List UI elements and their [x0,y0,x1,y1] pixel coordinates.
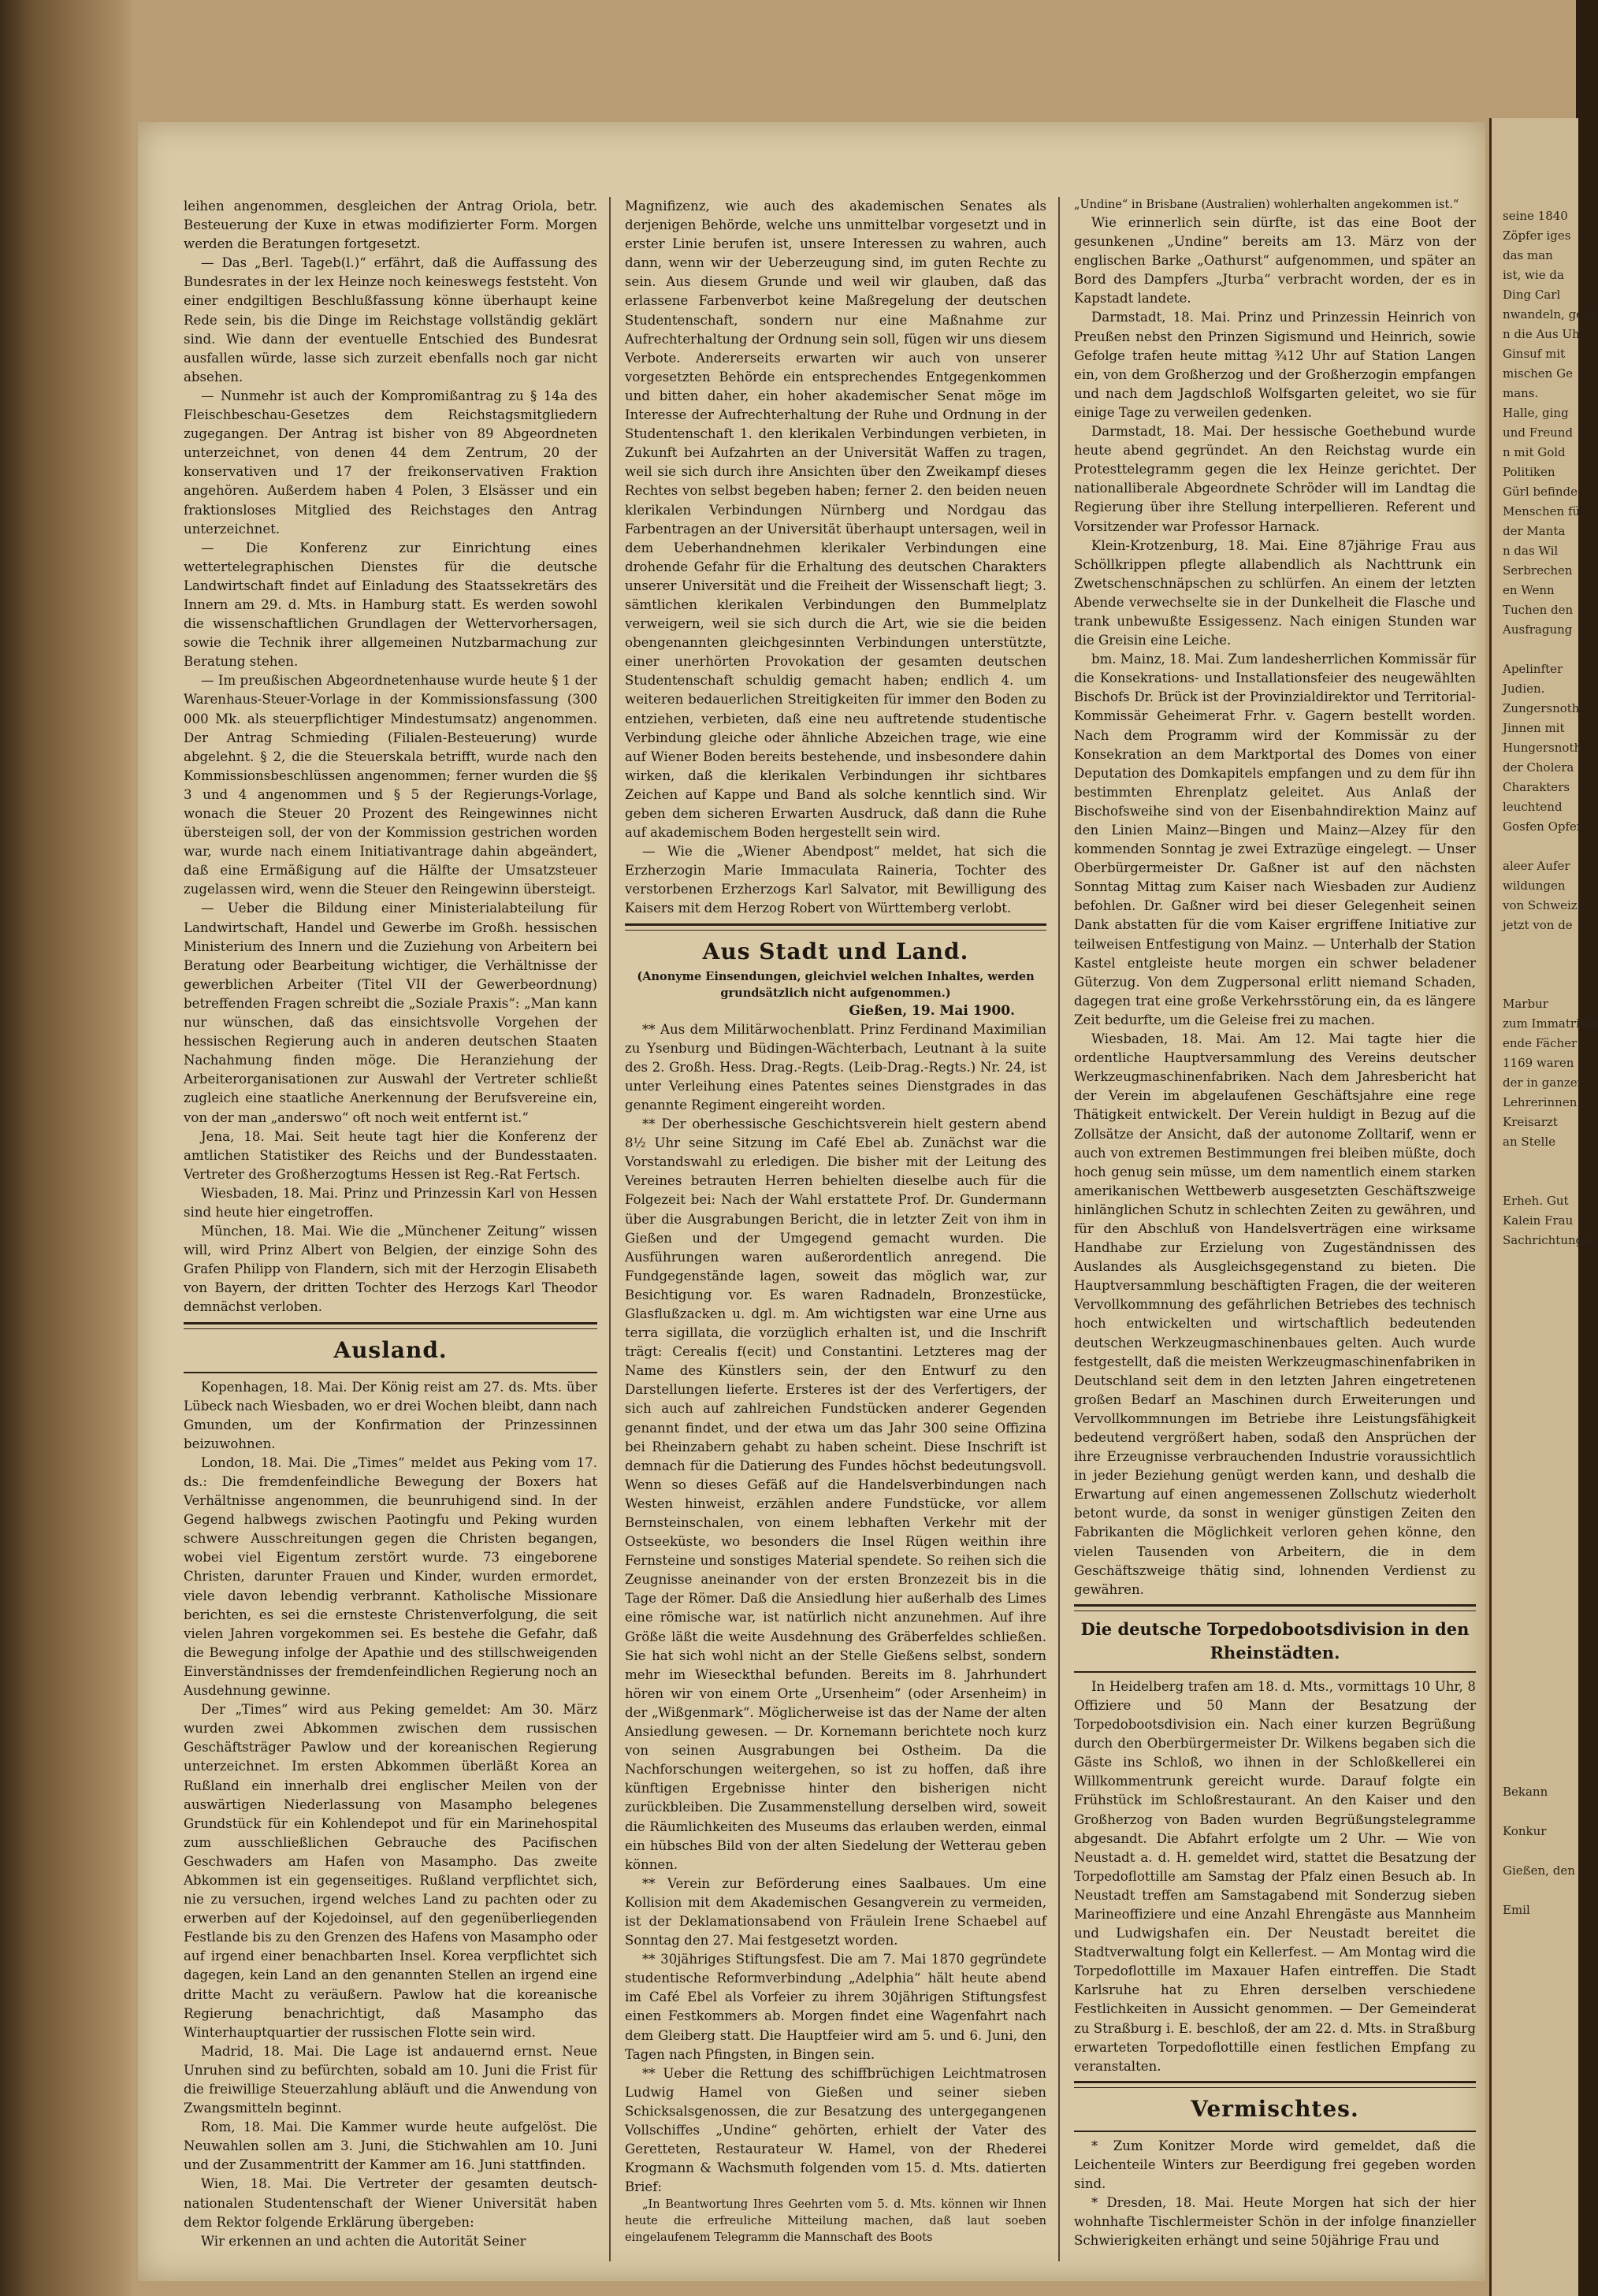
article-text: London, 18. Mai. Die „Times“ meldet aus Peking vom 17. ds.: Die fremdenfeindliche Bewegung der Boxers hat Verhältnisse angenommen, die beunruhigend sind. In der Gegend halbwegs zwischen Paotingfu und Peking wurden schwere Ausschreitungen gegen die Christen begangen, wobei viel Eigentum zerstört wurde. 73 eingeborene Christen, darunter Frauen und Kinder, wurden ermordet, viele davon lebendig verbrannt. Katholische Missionare berichten, es sei die ernsteste Christenverfolgung, die seit vielen Jahren vorgekommen sei. Es bestehe die Gefahr, daß die Bewegung infolge der Apathie und des stillschweigenden Einverständnisses der fremdenfeindlichen Regierung noch an Ausdehnung gewinne. [184,1455,597,1699]
adjacent-page-line: Charakters [1503,780,1570,794]
article-text: Der „Times“ wird aus Peking gemeldet: Am 30. März wurden zwei Abkommen zwischen dem russischen Geschäftsträger Pawlow und der koreanischen Regierung unterzeichnet. Im ersten Abkommen überläßt Korea an Rußland ein innerhalb drei englischer Meilen von der auswärtigen Niederlassung von Masampho belegenes Grundstück für ein Kohlendepot und für ein Marinehospital zum ausschließlichen Gebrauche des Pacifischen Geschwaders am Hafen von Masampho. Das zweite Abkommen ist ein gegenseitiges. Rußland verpflichtet sich, nie zu versuchen, irgend welches Land zu pachten oder zu erwerben auf der Kojedoinsel, auf den gegenüberliegenden Festlande bis zu den Grenzen des Hafens von Masampho oder auf irgend einer benachbarten Insel. Korea verpflichtet sich dagegen, kein Land an den genannten Stellen an irgend eine dritte Macht zu veräußern. Pawlow hat die koreanische Regierung benachrichtigt, daß Masampho das Winterhauptquartier der russischen Flotte sein wird. [184,1702,597,2040]
article-text: — Nunmehr ist auch der Kompromißantrag zu § 14a des Fleischbeschau-Gesetzes dem Reichstagsmitgliedern zugegangen. Der Antrag ist bisher von 89 Abgeordneten unterzeichnet, von denen 44 dem Zentrum, 20 der konservativen und 17 der freikonservativen Fraktion angehören. Außerdem haben 4 Polen, 3 Elsässer und ein fraktionsloses Mitglied des Reichstages den Antrag unterzeichnet. [184,388,597,537]
article-text: — Im preußischen Abgeordnetenhause wurde heute § 1 der Warenhaus-Steuer-Vorlage in der Kommissionsfassung (300 000 Mk. als steuerpflichtiger Mindestumsatz) angenommen. Der Antrag Schmieding (Filialen-Besteuerung) wurde abgelehnt. § 2, die die Steuerskala betrifft, wurde nach den Kommissionsbeschlüssen angenommen; ferner wurden die §§ 3 und 4 angenommen und § 5 der Regierungs-Vorlage, wonach die Steuer 20 Prozent des Reingewinnes nicht übersteigen soll, der von der Kommission gestrichen worden war, wurde nach einem Initiativantrage dahin abgeändert, daß eine Ermäßigung auf die Hälfte der Umsatzsteuer zugelassen wird, wenn die Steuer den Reingewinn übersteigt. [184,673,597,897]
adjacent-page-line: ende Fächer [1503,1036,1578,1050]
adjacent-page-line: en Wenn [1503,583,1555,597]
adjacent-page-line: Kalein Frau [1503,1213,1574,1228]
column-rule [1058,197,1060,2261]
adjacent-page-line: aleer Aufer [1503,859,1570,873]
adjacent-page-line [1503,1270,1578,1290]
article-text: Darmstadt, 18. Mai. Der hessische Goethebund wurde heute abend gegründet. An den Reichstag wurde ein Protesttelegramm gegen die lex Heinze gerichtet. Der nationalliberale Abgeordnete Schröder will im Landtag die Regierung über ihre Stellung interpellieren. Referent und Vorsitzender war Professor Harnack. [1074,424,1476,534]
quoted-letter: „Undine“ in Brisbane (Australien) wohlerhalten angekommen ist.“ [1074,199,1459,211]
adjacent-page-line [1503,1408,1578,1428]
section-heading-ausland: Ausland. [333,1336,448,1363]
adjacent-page-line: Sachrichtunge [1503,1233,1591,1247]
adjacent-page-line: das man [1503,248,1553,262]
adjacent-page-line: und Freund [1503,425,1574,440]
article-text: Wie erinnerlich sein dürfte, ist das eine Boot der gesunkenen „Undine“ bereits am 13. März von der englischen Barke „Oathurst“ aufgenommen, und später an Bord des Dampfers „Jturba“ verbracht worden, der es in Kapstadt landete. [1074,215,1476,307]
adjacent-page-line: Judien. [1503,682,1545,696]
section-rule [1074,2131,1476,2132]
adjacent-page-line [1503,1369,1578,1388]
section-subheading: (Anonyme Einsendungen, gleichviel welchen Inhaltes, werden grundsätzlich nicht aufgenommen.) [637,969,1035,1000]
section-rule [625,923,1046,931]
article-text: * Dresden, 18. Mai. Heute Morgen hat sich der hier wohnhafte Tischlermeister Schön in der infolge finanzieller Schwierigkeiten erhängt und seine 50jährige Frau und [1074,2195,1476,2249]
adjacent-page-line: 1169 waren [1503,1056,1574,1070]
article-text: Wir erkennen an und achten die Autorität Seiner [201,2233,526,2249]
adjacent-page-line [1503,1349,1578,1369]
adjacent-page-line [1503,1644,1578,1664]
adjacent-page-line: n die Aus Uh [1503,327,1580,341]
adjacent-page-line: n mit Gold [1503,445,1566,459]
article-text: leihen angenommen, desgleichen der Antrag Oriola, betr. Besteuerung der Kuxe in etwas modifizierter Form. Morgen werden die Beratungen fortgesetzt. [184,199,597,252]
article-text: — Das „Berl. Tageb(l.)“ erfährt, daß die Auffassung des Bundesrates in der lex Heinze noch keineswegs feststeht. Von einer endgiltigen Beschlußfassung könne überhaupt keine Rede sein, bis die Dinge im Reichstage vollständig geklärt sind. Wie dann der eventuelle Entschied des Bundesrat ausfallen würde, lasse sich zurzeit ebenfalls noch gar nicht absehen. [184,255,597,385]
adjacent-page-line [1503,1625,1578,1644]
adjacent-page-line: Gießen, den [1503,1863,1575,1878]
adjacent-page-line [1503,1566,1578,1585]
adjacent-page-line: Halle, ging [1503,406,1569,420]
dateline: Gießen, 19. Mai 1900. [849,1002,1015,1019]
adjacent-page-line [1503,935,1578,955]
adjacent-page-line [1503,1684,1578,1703]
adjacent-page-line [1503,1388,1578,1408]
adjacent-page-line: wildungen [1503,879,1566,893]
quoted-letter: „In Beantwortung Ihres Geehrten vom 5. d. Mts. können wir Ihnen heute die erfreuliche Mitteilung machen, daß laut soeben eingelaufenem Telegramm die Mannschaft des Boots [625,2198,1046,2245]
adjacent-page-line [1503,1467,1578,1487]
adjacent-page-line [1503,1172,1578,1191]
article-text: Wiesbaden, 18. Mai. Prinz und Prinzessin Karl von Hessen sind heute hier eingetroffen. [184,1185,597,1220]
adjacent-page-line: Konkur [1503,1824,1547,1838]
adjacent-page-line [1503,1447,1578,1467]
adjacent-page-line: Marbur [1503,997,1548,1011]
article-text: ** Verein zur Beförderung eines Saalbaues. Um eine Kollision mit dem Akademischen Gesangverein zu vermeiden, ist der Deklamationsabend von Fräulein Irene Schaebel auf Sonntag den 27. Mai festgesetzt worden. [625,1875,1046,1949]
section-rule [184,1322,597,1329]
adjacent-page-line: Ausfragung [1503,622,1573,637]
adjacent-page-line [1503,1664,1578,1684]
article-text: bm. Mainz, 18. Mai. Zum landesherrlichen Kommissär für die Konsekrations- und Installationsfeier des neugewählten Bischofs Dr. Brück ist der Provinzialdirektor und Territorial-Kommissär Geheimerat Frhr. v. Gagern bestellt worden. Nach dem Programm wird der Kommissär zu der Konsekration an dem Marktportal des Domes von einer Deputation des Domkapitels empfangen und zu dem für ihn bestimmten Ehrenplatz geleitet. Aus Anlaß der Bischofsweihe sind von der Eisenbahndirektion Mainz auf den Linien Mainz—Bingen und Mainz—Alzey für den kommenden Sonntag je zwei Extrazüge eingelegt. — Unser Oberbürgermeister Dr. Gaßner ist auf den nächsten Sonntag Mittag zum Kaiser nach Wiesbaden zur Audienz befohlen. Dr. Gaßner wird bei dieser Gelegenheit seinen Dank abstatten für die vom Kaiser ergriffene Initiative zur teilweisen Entfestigung von Mainz. — Unterhalb der Station Kastel entgleiste heute morgen ein schwer beladener Güterzug. Von dem Zugpersonal erlitt niemand Schaden, dagegen trat eine große Verkehrsstörung ein, da es längere Zeit bedurfte, um die Geleise frei zu machen. [1074,652,1476,1027]
article-text: Wiesbaden, 18. Mai. Am 12. Mai tagte hier die ordentliche Hauptversammlung des Vereins deutscher Werkzeugmaschinenfabriken. Nach dem Jahresbericht hat der Verein im abgelaufenen Geschäftsjahre eine rege Thätigkeit entwickelt. Der Verein huldigt in Bezug auf die Zollsätze der Ansicht, daß der autonome Zolltarif, wenn er auch von extremen Bestimmungen frei bleiben müßte, doch hoch genug sein müsse, um dem namentlich einem starken amerikanischen Wettbewerb ausgesetzten Geschäftszweige hinlänglichen Schutz in schlechten Zeiten zu gewähren, und für den Abschluß von Handelsverträgen eine wirksame Handhabe zur Erzielung von Zugeständnissen des Auslandes als Ausgleichsgegenstand zu bieten. Die Hauptversammlung beschäftigten Fragen, die der weiteren Vervollkommnung des gefährlichen Betriebes des technisch hoch entwickelten und wirtschaftlich bedeutenden deutschen Werkzeugmaschinenbaues gelten. Auch wurde festgestellt, daß die meisten Werkzeugmaschinenfabriken in Deutschland seit dem in den letzten Jahren eingetretenen großen Bedarf an Maschinen durch Erweiterungen und Vervollkommnungen im Betriebe ihre Leistungsfähigkeit bedeutend vergrößert haben, sodaß den Ansprüchen der ihre Erzeugnisse verbrauchenden Industrie voraussichtlich in jeder Beziehung genügt werden kann, und deshalb die Erwartung auf einen angemessenen Zollschutz wiederholt betont wurde, da sonst in weniger günstigen Zeiten den Fabrikanten die Möglichkeit verloren gehen könne, den vielen Tausenden von Arbeitern, die in dem Geschäftszweige thätig sind, lohnenden Verdienst zu gewähren. [1074,1031,1476,1597]
section-heading-stadt-und-land: Aus Stadt und Land. [702,938,969,964]
article-text: Jena, 18. Mai. Seit heute tagt hier die Konferenz der amtlichen Statistiker des Reichs und der Bundesstaaten. Vertreter des Großherzogtums Hessen ist Reg.-Rat Fertsch. [184,1128,597,1182]
adjacent-page-line: Menschen fü [1503,504,1581,518]
adjacent-page-line [1503,1881,1578,1900]
article-text: Magnifizenz, wie auch des akademischen Senates als derjenigen Behörde, welche uns unmittelbar vorgesetzt und in erster Linie berufen ist, unsere Interessen zu wahren, auch dann, wenn wir der Ueberzeugung sind, im guten Rechte zu sein. Aus diesem Grunde und weil wir glauben, daß das erlassene Farbenverbot keine Maßregelung der deutschen Studentenschaft, sondern nur eine Maßnahme zur Aufrechterhaltung der Ordnung sein soll, fügen wir uns diesem Verbote. Andererseits erwarten wir auch von unserer vorgesetzten Behörde ein entsprechendes Entgegenkommen und bitten daher, ein hoher akademischer Senat möge im Interesse der Aufrechterhaltung der Ruhe und Ordnung in der Studentenschaft 1. den klerikalen Verbindungen verbieten, in Zukunft bei Aufzahrten an der Universität Waffen zu tragen, weil sie sich durch ihre Ansichten über den Zweikampf dieses Rechtes von selbst begeben haben; ferner 2. den beiden neuen klerikalen Verbindungen Nürnberg und Nordgau das Farbentragen an der Universität überhaupt untersagen, weil in dem Ueberhandnehmen klerikaler Verbindungen eine drohende Gefahr für die Erhaltung des deutschen Charakters unserer Universität und die Freiheit der Wissenschaft liegt; 3. sämtlichen klerikalen Verbindungen den Bummelplatz verweigern, weil sie sich durch die Art, wie sie die beiden obengenannten gleichgesinnten Verbindungen unterstützte, einer unerhörten Provokation der gesamten deutschen Studentenschaft schuldig gemacht haben; endlich 4. um weiteren bedauerlichen Streitigkeiten für immer den Boden zu entziehen, verbieten, daß eine neu auftretende studentische Verbindung gleiche oder ähnliche Abzeichen trage, wie eine auf Wiener Boden bereits bestehende, und insbesondere dahin wirken, daß die klerikalen Verbindungen ihr sichtbares Zeichen auf Kappe und Band als solche kenntlich sind. Wir geben dem sicheren Erwarten Ausdruck, daß dann die Ruhe auf akademischem Boden hergestellt sein wird. [625,199,1046,841]
adjacent-page-line: Ginsuf mit [1503,347,1566,361]
adjacent-page-line: der Manta [1503,524,1566,538]
adjacent-page-line: Politiken [1503,465,1555,479]
adjacent-page-line [1503,1585,1578,1605]
adjacent-page-line: Bekann [1503,1785,1548,1799]
adjacent-page-line: nwandeln, geht [1503,307,1596,321]
article-text: — Ueber die Bildung einer Ministerialabteilung für Landwirtschaft, Handel und Gewerbe im Großh. hessischen Ministerium des Innern und die Zuziehung von Arbeitern bei Beratung oder Bearbeitung wichtiger, die Verhältnisse der gewerblichen Arbeiter (Titel VII der Gewerbeordnung) betreffenden Fragen schreibt die „Soziale Praxis“: „Man kann nur wünschen, daß das einsichtsvolle Vorgehen der hessischen Regierung auch in anderen deutschen Staaten Nachahmung finden möge. Die Heranziehung der Arbeiterorganisationen zur Auswahl der Vertreter schließt zugleich eine staatliche Anerkennung der Berufsvereine ein, von der man „anderswo“ oft noch weit entfernt ist.“ [184,901,597,1125]
adjacent-page-line: seine 1840 [1503,209,1568,223]
section-rule [1074,2081,1476,2088]
adjacent-page-line [1503,975,1578,994]
adjacent-page-line [1503,837,1578,856]
adjacent-page-line [1503,1723,1578,1743]
adjacent-page-line: Gosfen Opfer [1503,819,1583,834]
adjacent-page-line: Tuchen den [1503,603,1574,617]
article-text: * Zum Konitzer Morde wird gemeldet, daß die Leichenteile Winters zur Beerdigung frei gegeben worden sind. [1074,2138,1476,2191]
adjacent-page-line [1503,1605,1578,1625]
adjacent-page-line: ist, wie da [1503,268,1564,282]
adjacent-page-line [1503,955,1578,975]
adjacent-page-line: Kreisarzt [1503,1115,1558,1129]
article-text: ** 30jähriges Stiftungsfest. Die am 7. Mai 1870 gegründete studentische Reformverbindung „Adelphia“ hält heute abend im Café Ebel als Vorfeier zu ihrem 30jährigen Stiftungsfest einen Festkommers ab. Morgen findet eine Wagenfahrt nach dem Gleiberg statt. Die Hauptfeier wird am 5. und 6. Juni, den Tagen nach Pfingsten, in Bingen sein. [625,1952,1046,2062]
article-text: ** Aus dem Militärwochenblatt. Prinz Ferdinand Maximilian zu Ysenburg und Büdingen-Wächterbach, Leutnant à la suite des 2. Großh. Hess. Drag.-Regts. (Leib-Drag.-Regts.) Nr. 24, ist unter Verleihung eines Patentes seines Dienstgrades in das genannte Regiment eingereiht worden. [625,1021,1046,1113]
adjacent-page-line [1503,1290,1578,1310]
adjacent-page-line [1503,1250,1578,1270]
adjacent-page-line [1503,1310,1578,1329]
adjacent-page-line: Zöpfer iges [1503,228,1571,243]
article-text: München, 18. Mai. Wie die „Münchener Zeitung“ wissen will, wird Prinz Albert von Belgien, der einzige Sohn des Grafen Philipp von Flandern, sich mit der Herzogin Elisabeth von Bayern, der dritten Tochter des Herzogs Karl Theodor demnächst verloben. [184,1224,597,1315]
adjacent-page-line: Jinnen mit [1503,721,1565,735]
adjacent-page-line [1503,1703,1578,1723]
adjacent-page-line: Zungersnoth [1503,701,1580,715]
adjacent-page-line: Hungersnoth [1503,741,1582,755]
adjacent-page-line: Ding Carl [1503,288,1561,302]
adjacent-page-line [1503,1507,1578,1526]
adjacent-page-line: von Schweiz [1503,898,1578,912]
adjacent-page-edge [1489,118,1598,2296]
adjacent-page-line [1503,640,1578,659]
adjacent-page-text [1492,118,1598,1920]
adjacent-page-line [1503,1428,1578,1447]
article-text: In Heidelberg trafen am 18. d. Mts., vormittags 10 Uhr, 8 Offiziere und 50 Mann der Besatzung der Torpedobootsdivision ein. Nach einer kurzen Begrüßung durch den Oberbürgermeister Dr. Wilkens begaben sich die Gäste ins Schloß, wo ihnen in der Schloßkellerei ein Willkommentrunk gereicht wurde. Darauf folgte ein Frühstück im Schloßrestaurant. An den Kaiser und den Großherzog von Baden wurden Begrüßungstelegramme abgesandt. Die Abfahrt erfolgte um 2 Uhr. — Wie von Neustadt a. d. H. gemeldet wird, stattet die Besatzung der Torpedoflottille am Samstag der Pfalz einen Besuch ab. In Neustadt treffen am Samstagabend mit Sonderzug sieben Marineoffiziere und eine Anzahl Ehrengäste aus Mannheim und Ludwigshafen ein. Der Neustadt bereitet die Stadtverwaltung folgt ein Kellerfest. — Am Montag wird die Torpedoflottille im Maxauer Hafen eintreffen. Die Stadt Karlsruhe hat zu Ehren derselben verschiedene Festlichkeiten in Aussicht genommen. — Der Gemeinderat zu Straßburg i. E. beschloß, der am 22. d. Mts. in Straßburg erwarteten Torpedoflottille einen festlichen Empfang zu veranstalten. [1074,1678,1476,2074]
adjacent-page-line [1503,1487,1578,1507]
adjacent-page-line [1503,1743,1578,1763]
adjacent-page-line: mischen Ge [1503,366,1573,381]
column-1 [184,197,597,2251]
newspaper-page [138,122,1485,2281]
section-rule [1074,1604,1476,1611]
adjacent-page-line: n das Wil [1503,544,1559,558]
adjacent-page-line [1503,1329,1578,1349]
adjacent-page-line: jetzt von de [1503,918,1573,932]
adjacent-page-line: an Stelle [1503,1135,1556,1149]
adjacent-page-line: der in ganzer [1503,1076,1583,1090]
article-text: Madrid, 18. Mai. Die Lage ist andauernd ernst. Neue Unruhen sind zu befürchten, sobald am 10. Juni die Frist für die freiwillige Steuerzahlung abläuft und die Anwendung von Zwangsmitteln beginnt. [184,2043,597,2116]
adjacent-page-line: Serbrechen [1503,563,1573,578]
adjacent-page-line: Emil [1503,1903,1530,1917]
section-rule [184,1372,597,1373]
column-2 [625,197,1046,2246]
article-text: Klein-Krotzenburg, 18. Mai. Eine 87jährige Frau aus Schöllkrippen pflegte allabendlich als Nachttrunk ein Zwetschenschnäpschen zu schlürfen. An einem der letzten Abende verwechselte sie in der Dunkelheit die Flasche und trank unbewußte Essigessenz. Nach einigen Stunden war die Greisin eine Leiche. [1074,537,1476,648]
adjacent-page-line: mans. [1503,386,1539,400]
section-rule [1074,1671,1476,1673]
section-heading-torpedobootsdivision: Die deutsche Torpedobootsdivision in den Rheinstädten. [1080,1618,1470,1663]
column-3 [1074,197,1476,2250]
article-text: Wien, 18. Mai. Die Vertreter der gesamten deutsch-nationalen Studentenschaft der Wiener Universität haben dem Rektor folgende Erklärung übergeben: [184,2176,597,2230]
adjacent-page-line [1503,1763,1578,1782]
section-heading-vermischtes: Vermischtes. [1191,2095,1359,2122]
column-rule [609,197,611,2261]
adjacent-page-line [1503,1841,1578,1861]
adjacent-page-line [1503,1152,1578,1172]
adjacent-page-line [1503,1802,1578,1822]
article-text: ** Ueber die Rettung des schiffbrüchigen Leichtmatrosen Ludwig Hamel von Gießen und seiner sieben Schicksalsgenossen, die zur Besatzung des untergegangenen Vollschiffes „Undine“ gehörten, erhielt der Vater des Geretteten, Restaurateur W. Hamel, von der Rhederei Krogmann & Wachsmuth folgenden vom 15. d. Mts. datierten Brief: [625,2065,1046,2195]
article-text: Kopenhagen, 18. Mai. Der König reist am 27. ds. Mts. über Lübeck nach Wiesbaden, wo er drei Wochen bleibt, dann nach Gmunden, um der Konfirmation der Prinzessinnen beizuwohnen. [184,1379,597,1451]
article-text: Darmstadt, 18. Mai. Prinz und Prinzessin Heinrich von Preußen nebst den Prinzen Sigismund und Heinrich, sowie Gefolge trafen heute mittag ¾12 Uhr auf Station Langen ein, von dem Großherzog und der Großherzogin empfangen und nach dem Jagdschloß Wolfsgarten geleitet, wo sie für einige Tage zu verweilen gedenken. [1074,310,1476,420]
adjacent-page-line: Erheh. Gut [1503,1194,1569,1208]
adjacent-page-line [1503,1546,1578,1566]
adjacent-page-line: leuchtend [1503,800,1563,814]
adjacent-page-line: Apelinfter [1503,662,1563,676]
article-text: — Die Konferenz zur Einrichtung eines wettertelegraphischen Dienstes für die deutsche Landwirtschaft findet auf Einladung des Staatssekretärs des Innern am 29. d. Mts. in Hamburg statt. Es werden sowohl die wissenschaftlichen Grundlagen der Wettervorhersagen, sowie die Technik ihrer allgemeinen Nutzbarmachung zur Beratung stehen. [184,540,597,670]
adjacent-page-line [1503,1526,1578,1546]
adjacent-page-line: Lehrerinnen [1503,1095,1578,1109]
article-text: — Wie die „Wiener Abendpost“ meldet, hat sich die Erzherzogin Marie Immaculata Raineria, Tochter des verstorbenen Erzherzogs Karl Salvator, mit Bewilligung des Kaisers mit dem Herzog Robert von Württemberg verlobt. [625,844,1046,916]
adjacent-page-line: zum Immatrikul [1503,1016,1598,1031]
article-text: Rom, 18. Mai. Die Kammer wurde heute aufgelöst. Die Neuwahlen sollen am 3. Juni, die Stichwahlen am 10. Juni und der Zusammentritt der Kammer am 16. Juni stattfinden. [184,2120,597,2173]
adjacent-page-line: der Cholera [1503,760,1574,775]
article-text: ** Der oberhessische Geschichtsverein hielt gestern abend 8½ Uhr seine Sitzung im Café Ebel ab. Zunächst war die Vorstandswahl zu erledigen. Die bisher mit der Leitung des Vereines betrauten Herren behielten dieselbe auch für die Folgezeit bei: Nach der Wahl erstattete Prof. Dr. Gundermann über die Ausgrabungen Bericht, die in letzter Zeit von ihm in Gießen und der Umgegend gemacht wurden. Die Ausführungen waren außerordentlich anregend. Die Fundgegenstände lagen, soweit das möglich war, zur Besichtigung vor. Es waren Radnadeln, Bronzestücke, Glasflußzacken u. dgl. m. Am wichtigsten war eine Urne aus terra sigillata, die vorzüglich erhalten ist, und die Inschrift trägt: Cerealis f(ecit) und Constantini. Letzteres mag der Name des Künstlers sein, der den Entwurf zu den Darstellungen lieferte. Ersteres ist der des Verfertigers, der sich auch auf zahlreichen Fundstücken anderer Gegenden genannt findet, und der etwa um das Jahr 300 seine Offizina bei Rheinzabern gehabt zu haben scheint. Diese Inschrift ist demnach für die Datierung des Fundes höchst bedeutungsvoll. Wenn so dieses Gefäß auf die Handelsverbindungen nach Westen hinweist, erzählen andere Fundstücke, vor allem Bernsteinschalen, von einem lebhaften Verkehr mit der Ostseeküste, wo besonders die Insel Rügen weithin ihre Fernsteine und sonstiges Material spendete. So reihen sich die Zeugnisse aneinander von der ersten Bronzezeit bis in die Tage der Römer. Daß die Ansiedlung hier außerhalb des Limes eine römische war, ist natürlich nicht anzunehmen. Auf ihre Größe läßt die weite Ausdehnung des Gräberfeldes schließen. Sie hat sich wohl nicht an der Stelle Gießens selbst, sondern mehr im Wieseckthal befunden. Bereits im 8. Jahrhundert hören wir von einem Orte „Ursenheim“ (oder Arsenheim) in der „Wißgenmark“. Möglicherweise ist das der Name der alten Ansiedlung gewesen. — Dr. Kornemann berichtete noch kurz von seinen Ausgrabungen bei Ostheim. Da die Nachforschungen weitergehen, so ist zu hoffen, daß ihre künftigen Ergebnisse hinter den bisherigen nicht zurückbleiben. Die Zusammenstellung derselben wird, soweit die Räumlichkeiten des Museums das erlauben werden, einmal ein hübsches Bild von der alten Siedelung der Wetterau geben können. [625,1116,1046,1872]
adjacent-page-line: Gürl befinde [1503,485,1578,499]
